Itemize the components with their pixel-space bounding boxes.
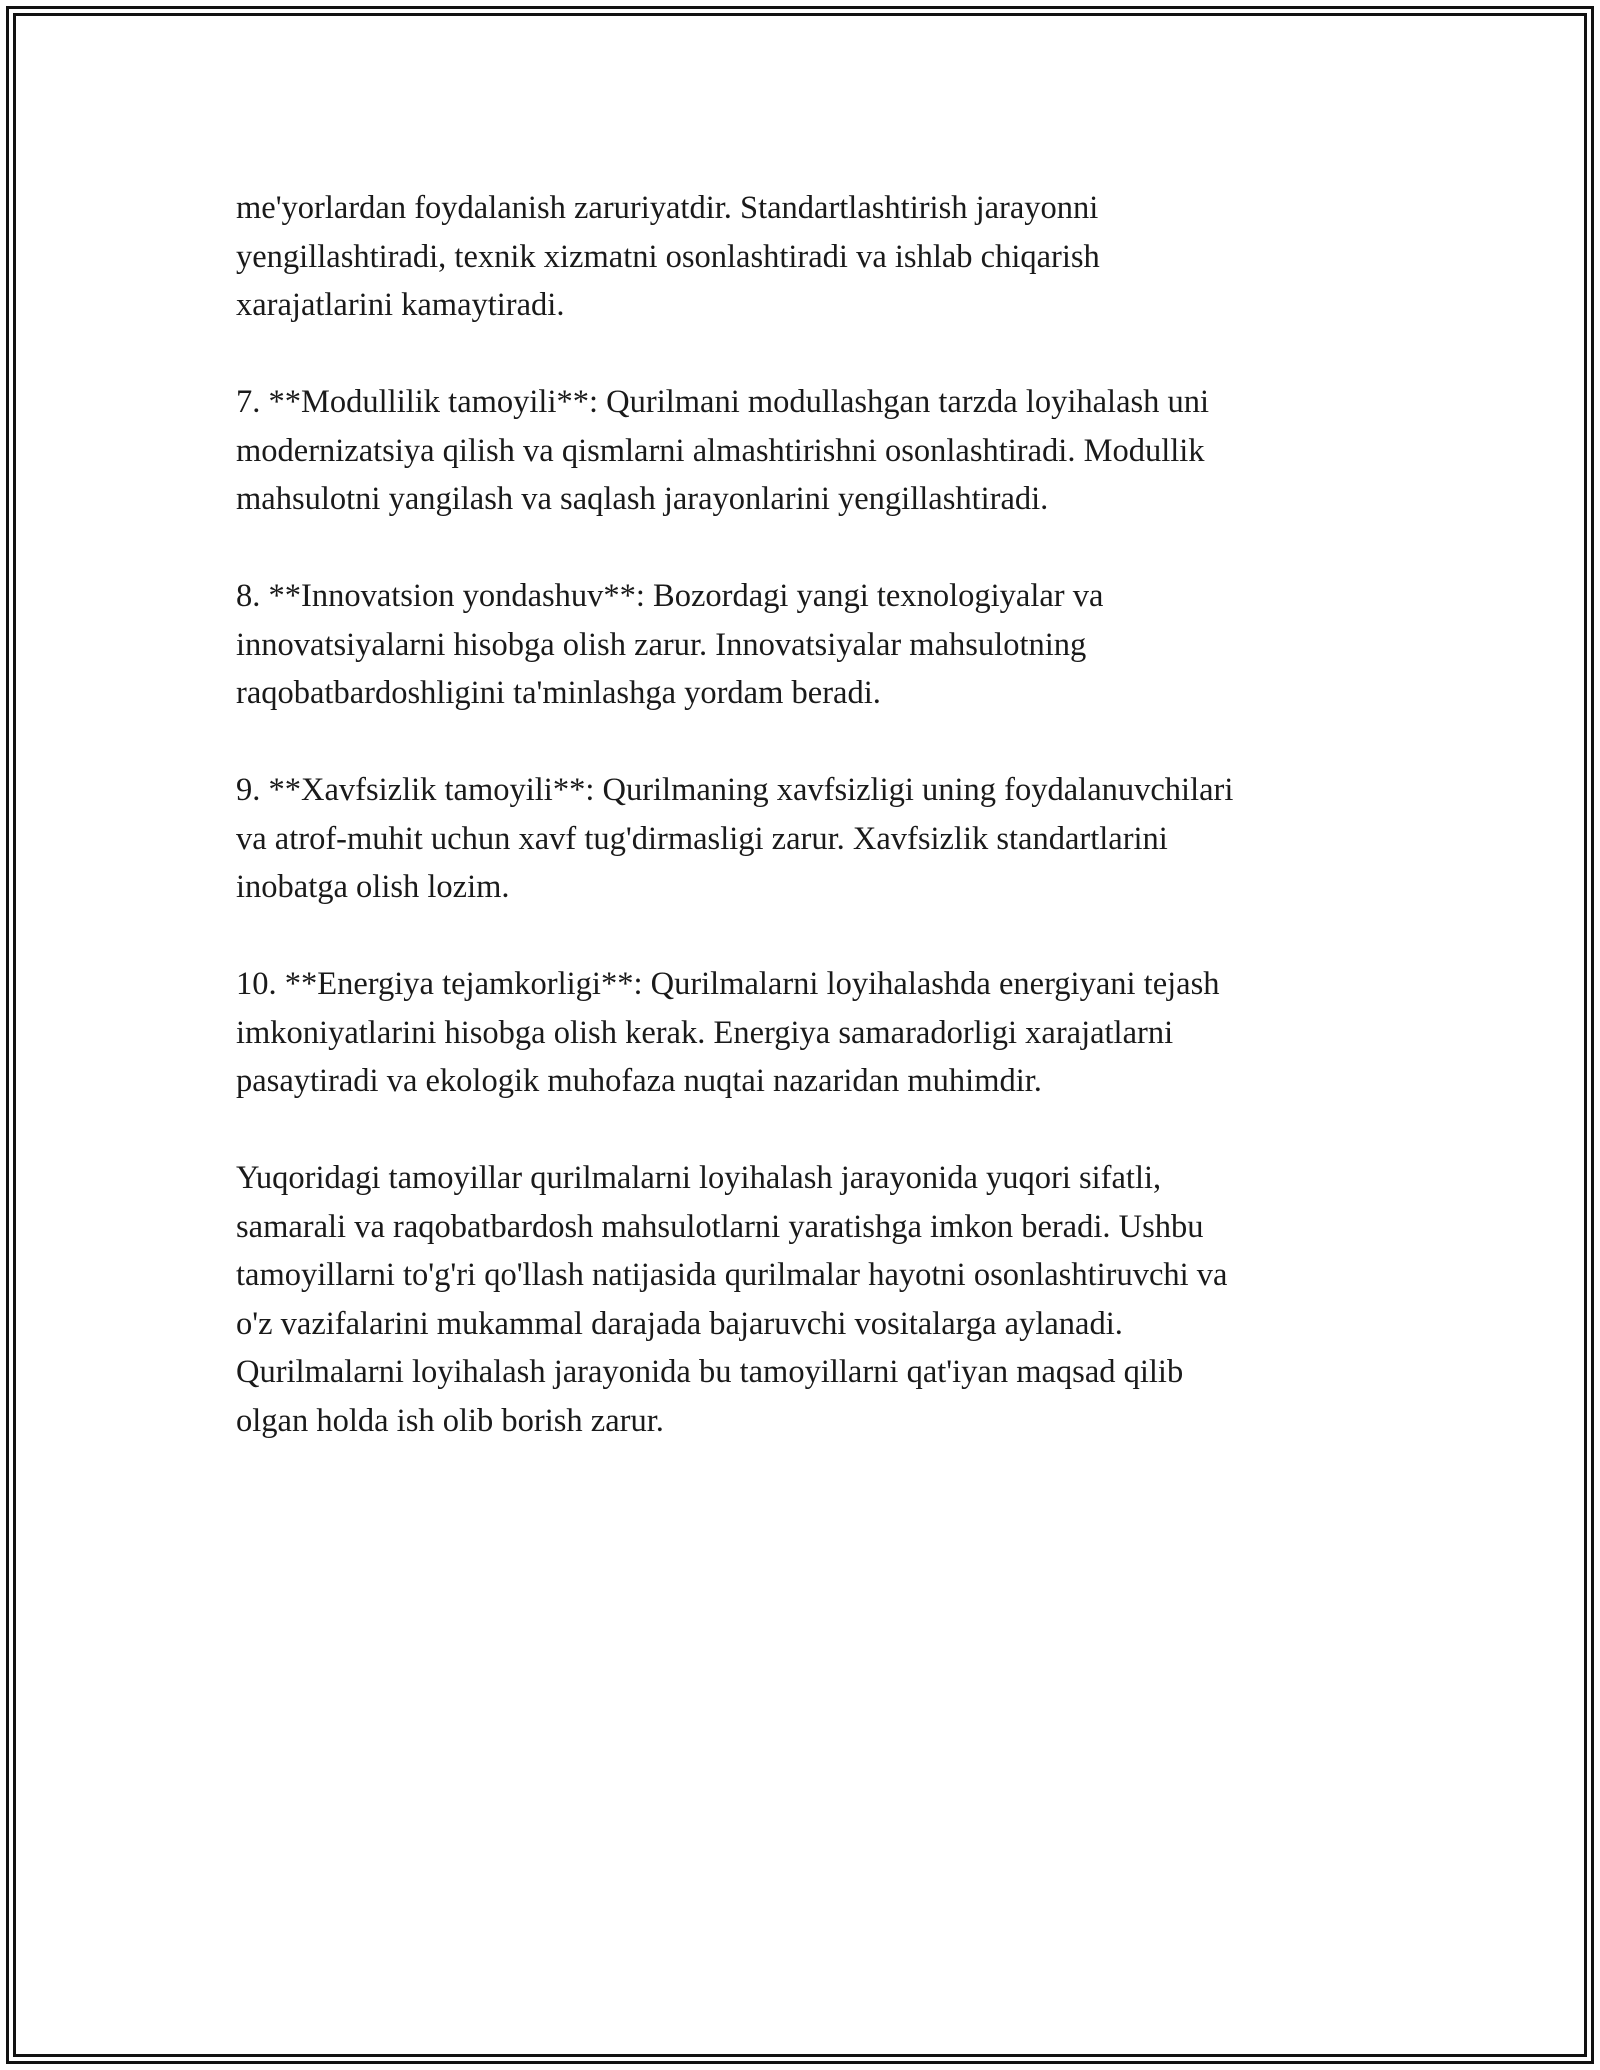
paragraph-safety-principle: 9. **Xavfsizlik tamoyili**: Qurilmaning xavfsizligi uning foydalanuvchilari va atrof-muhit uchun xavf tug'dirmasligi zarur. Xavfsizlik standartlarini inobatga olish lozim.	[236, 772, 1234, 905]
paragraph-conclusion: Yuqoridagi tamoyillar qurilmalarni loyihalash jarayonida yuqori sifatli, samarali va raqobatbardosh mahsulotlarni yaratishga imkon beradi. Ushbu tamoyillarni to'g'ri qo'llash natijasida qurilmalar hayotni osonlashtiruvchi va o'z vazifalarini mukammal darajada bajaruvchi vositalarga aylanadi. Qurilmalarni loyihalash jarayonida bu tamoyillarni qat'iyan maqsad qilib olgan holda ish olib borish zarur.	[236, 1160, 1228, 1439]
paragraph-energy-efficiency: 10. **Energiya tejamkorligi**: Qurilmalarni loyihalashda energiyani tejash imkoniyatlarini hisobga olish kerak. Energiya samaradorligi xarajatlarni pasaytiradi va ekologik muhofaza nuqtai nazaridan muhimdir.	[236, 966, 1220, 1099]
paragraph-standardization-continued: me'yorlardan foydalanish zaruriyatdir. Standartlashtirish jarayonni yengillashtiradi, texnik xizmatni osonlashtiradi va ishlab chiqarish xarajatlarini kamaytiradi.	[236, 190, 1100, 323]
paragraph-innovative-approach: 8. **Innovatsion yondashuv**: Bozordagi yangi texnologiyalar va innovatsiyalarni hisobga olish zarur. Innovatsiyalar mahsulotning raqobatbardoshligini ta'minlashga yordam beradi.	[236, 578, 1104, 711]
paragraph-modularity-principle: 7. **Modullilik tamoyili**: Qurilmani modullashgan tarzda loyihalash uni modernizatsiya qilish va qismlarni almashtirishni osonlashtiradi. Modullik mahsulotni yangilash va saqlash jarayonlarini yengillashtiradi.	[236, 384, 1210, 517]
document-body	[236, 184, 1396, 1494]
